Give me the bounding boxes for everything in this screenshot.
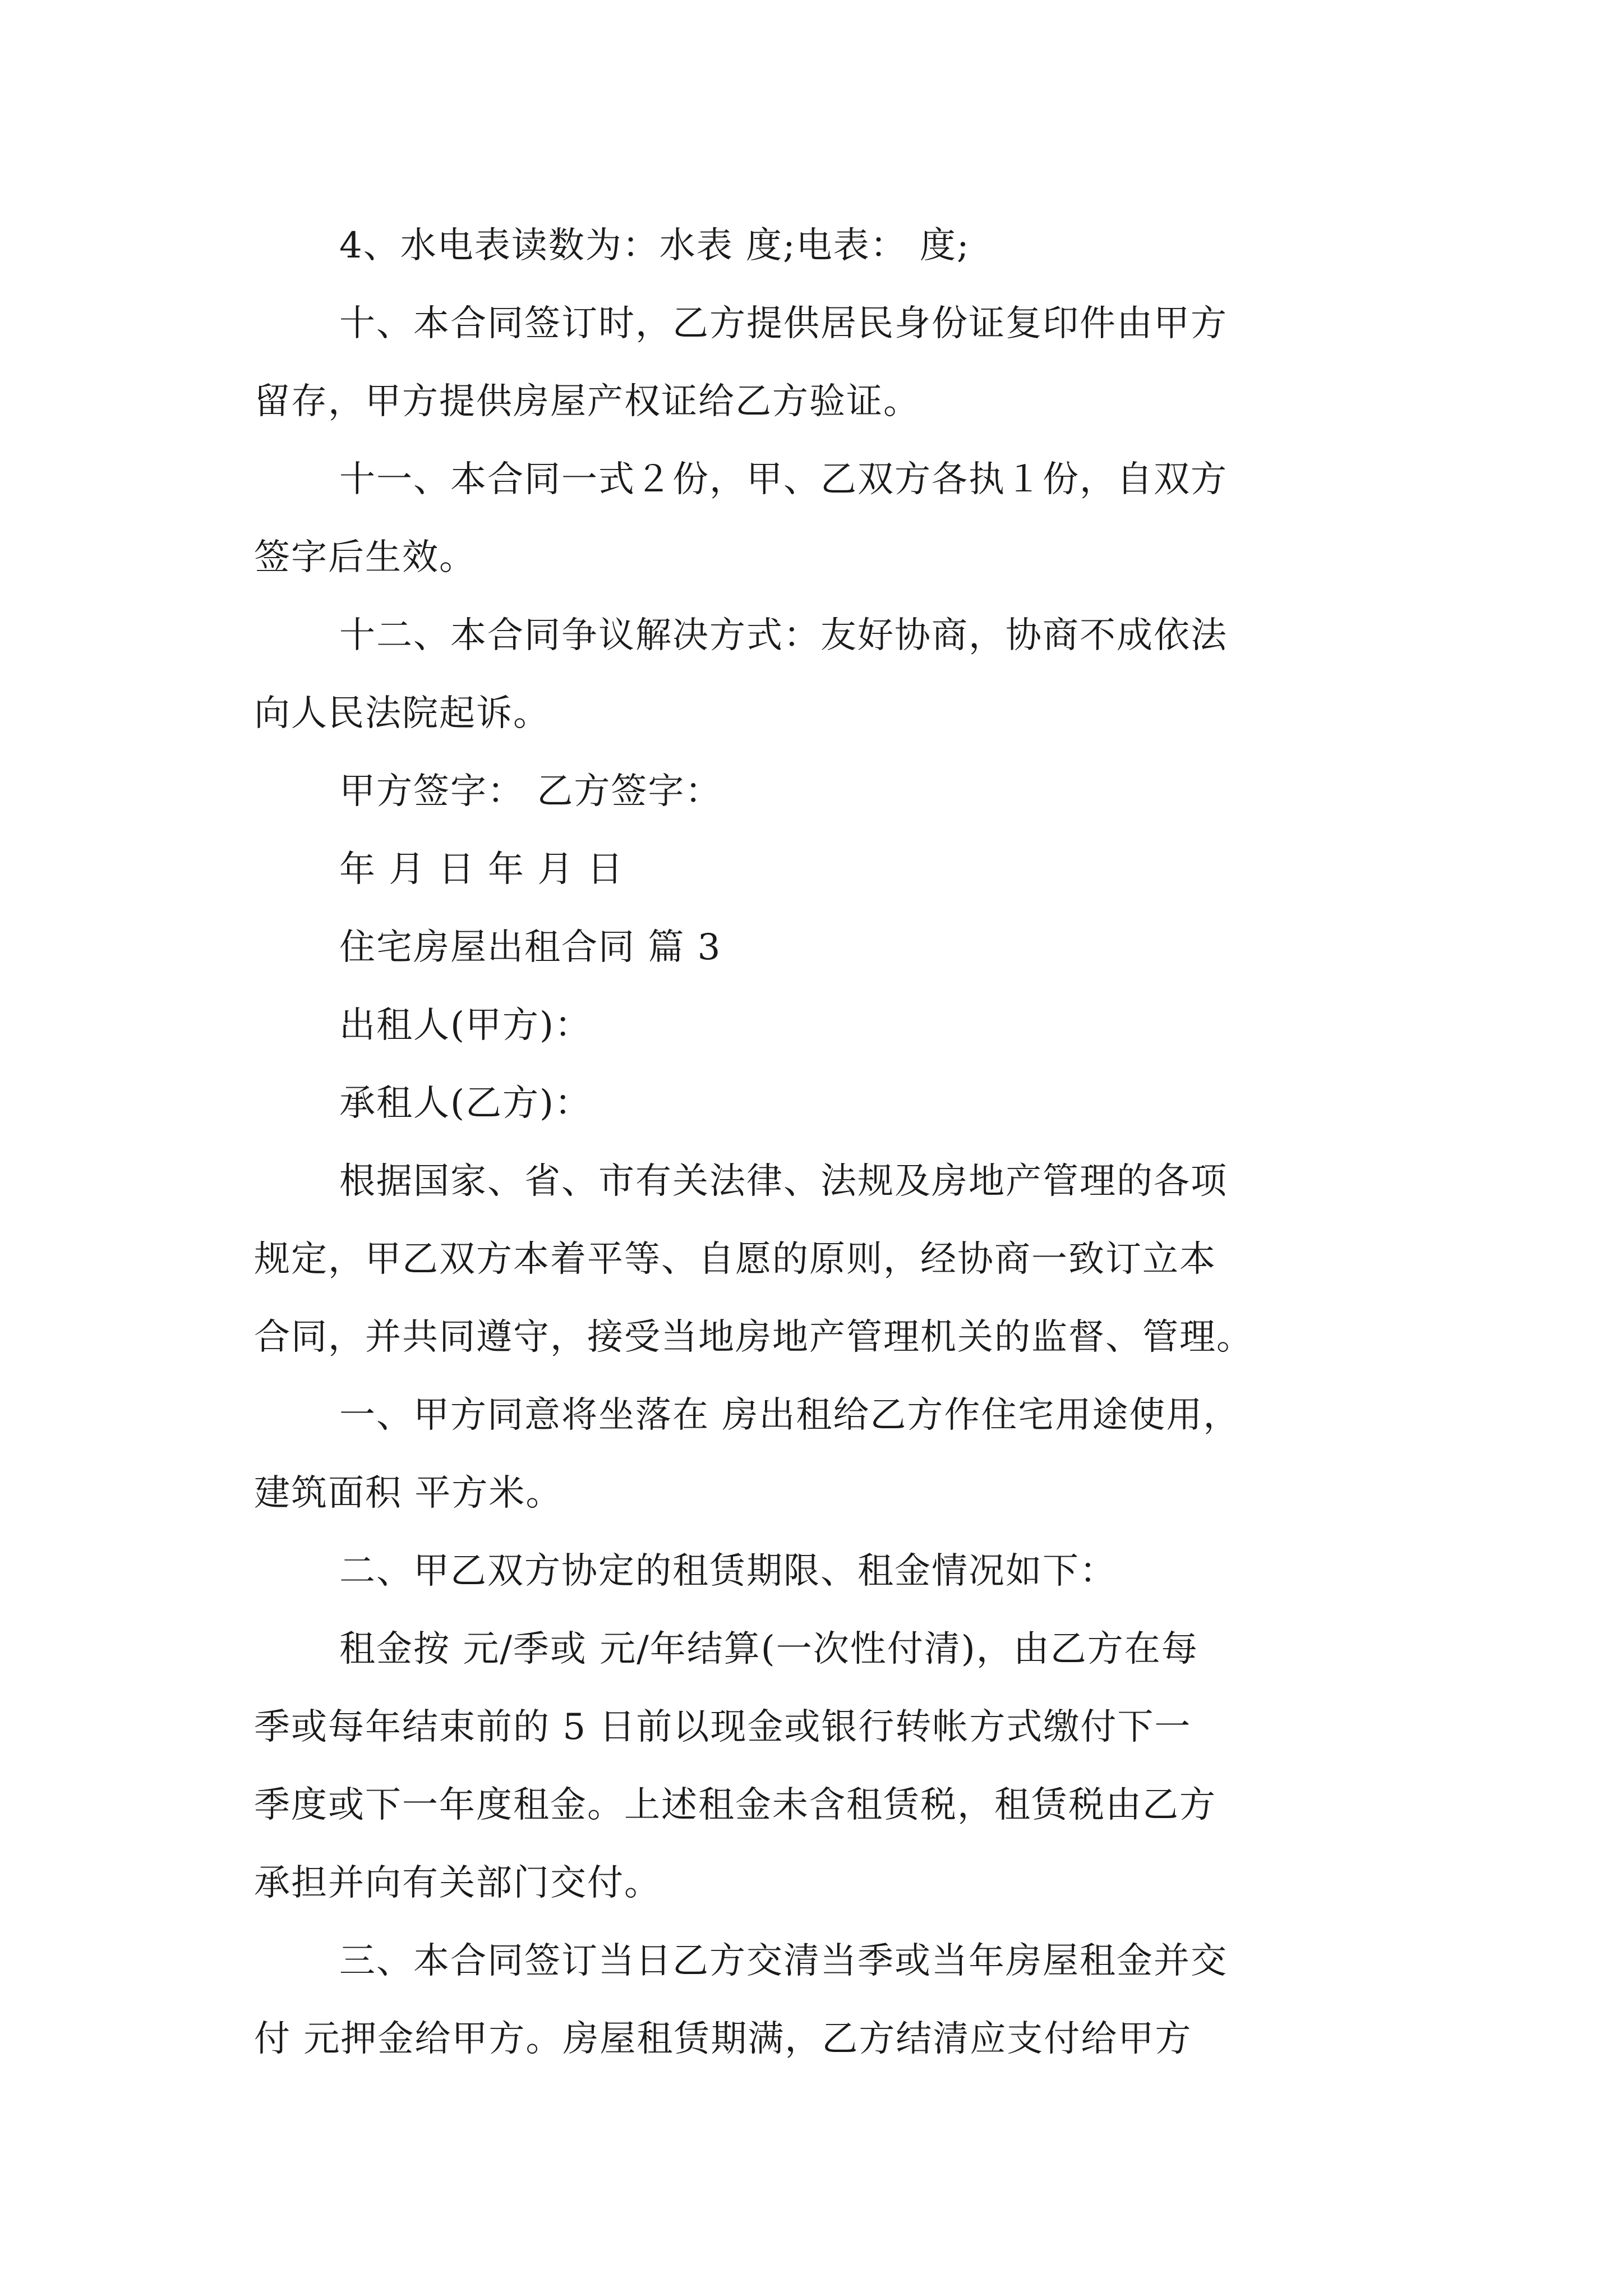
text-line-signatures: 甲方签字： 乙方签字： — [339, 771, 722, 812]
text-line-clause-2: 二、甲乙双方协定的租赁期限、租金情况如下： — [339, 1550, 1117, 1592]
text-line-clause-11: 十一、本合同一式２份，甲、乙双方各执１份，自双方 — [339, 459, 1228, 500]
text-line-rent-cont-3: 承担并向有关部门交付。 — [254, 1862, 661, 1904]
text-line-clause-10-cont: 留存，甲方提供房屋产权证给乙方验证。 — [254, 381, 920, 422]
text-line-lessee: 承租人(乙方)： — [339, 1083, 592, 1124]
text-line-clause-12: 十二、本合同争议解决方式：友好协商，协商不成依法 — [339, 615, 1228, 656]
text-line-clause-3: 三、本合同签订当日乙方交清当季或当年房屋租金并交 — [339, 1940, 1228, 1982]
text-line-preamble: 根据国家、省、市有关法律、法规及房地产管理的各项 — [339, 1161, 1228, 1202]
text-line-lessor: 出租人(甲方)： — [339, 1005, 592, 1046]
text-line-clause-12-cont: 向人民法院起诉。 — [254, 693, 550, 734]
text-line-preamble-cont-2: 合同，并共同遵守，接受当地房地产管理机关的监督、管理。 — [254, 1317, 1253, 1358]
section-heading: 住宅房屋出租合同 篇 3 — [339, 927, 722, 968]
text-line-clause-1: 一、甲方同意将坐落在 房出租给乙方作住宅用途使用， — [339, 1395, 1241, 1436]
text-line-rent-cont-2: 季度或下一年度租金。上述租金未含租赁税，租赁税由乙方 — [254, 1784, 1216, 1826]
text-line-clause-11-cont: 签字后生效。 — [254, 537, 476, 578]
text-line-clause-3-cont: 付 元押金给甲方。房屋租赁期满，乙方结清应支付给甲方 — [254, 2018, 1192, 2060]
text-line-rent-cont-1: 季或每年结束前的 5 日前以现金或银行转帐方式缴付下一 — [254, 1706, 1192, 1748]
text-line-clause-1-cont: 建筑面积 平方米。 — [254, 1473, 563, 1514]
text-line-water-meter: 4、水电表读数为：水表 度;电表： 度; — [339, 225, 970, 266]
text-line-clause-10: 十、本合同签订时，乙方提供居民身份证复印件由甲方 — [339, 303, 1228, 344]
text-line-rent: 租金按 元/季或 元/年结算(一次性付清)，由乙方在每 — [339, 1628, 1198, 1670]
text-line-preamble-cont-1: 规定，甲乙双方本着平等、自愿的原则，经协商一致订立本 — [254, 1239, 1216, 1280]
text-line-dates: 年 月 日 年 月 日 — [339, 849, 624, 890]
